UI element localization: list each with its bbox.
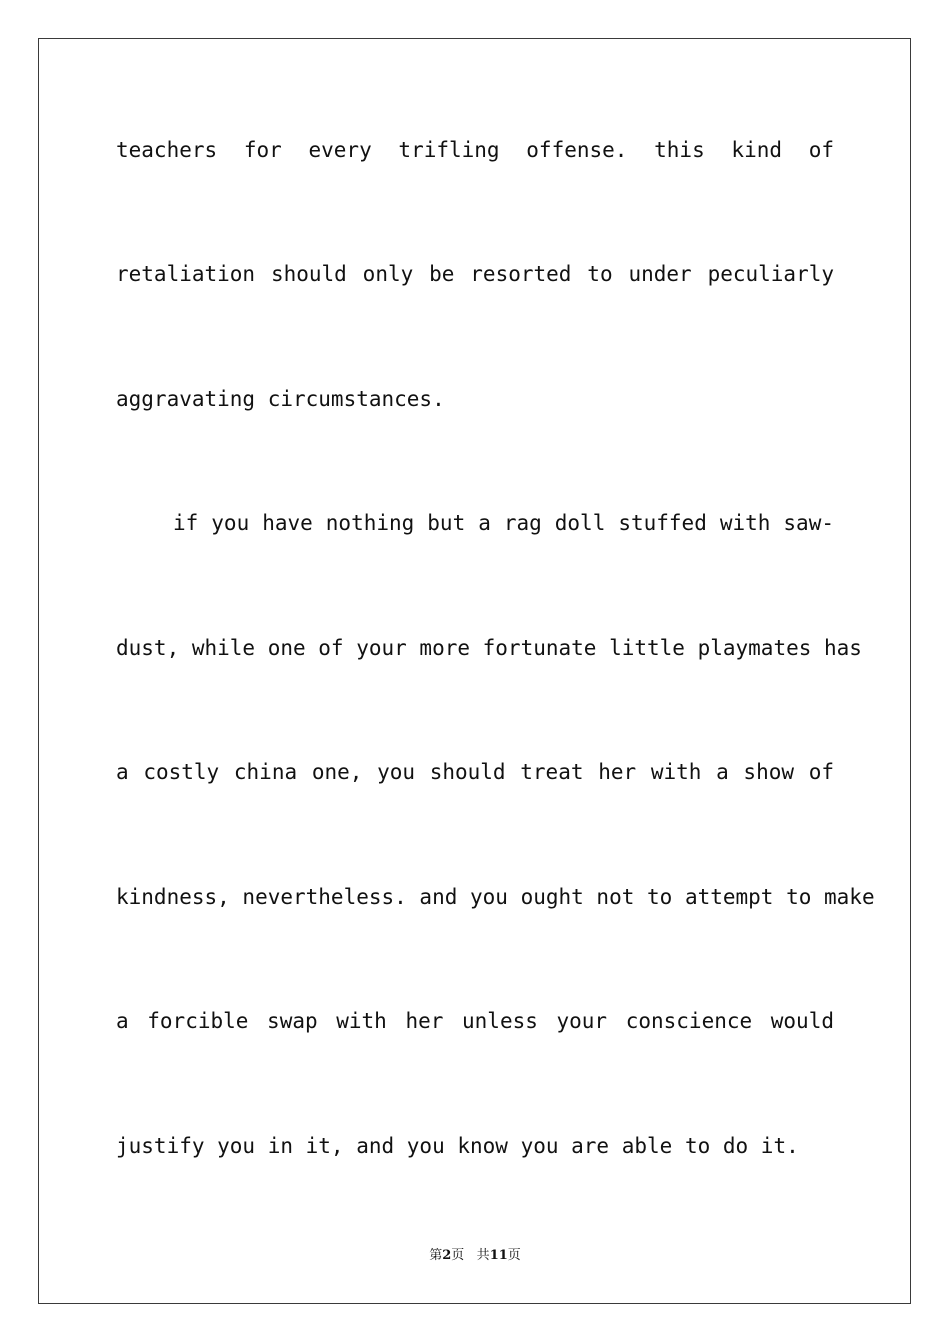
text-line: a costly china one, you should treat her with a show of: [116, 760, 834, 784]
footer-page-number: 2: [442, 1248, 452, 1263]
footer-page-suffix: 页: [451, 1248, 465, 1263]
text-line: a forcible swap with her unless your conscience would: [116, 1009, 834, 1033]
text-line: teachers for every trifling offense. this kind of: [116, 138, 834, 162]
footer-total-prefix: 共: [476, 1248, 490, 1263]
footer-total-suffix: 页: [507, 1248, 521, 1263]
footer-total-pages: 11: [489, 1248, 508, 1263]
text-line: dust, while one of your more fortunate little playmates has: [116, 636, 862, 660]
footer-page-prefix: 第: [429, 1248, 443, 1263]
text-line: kindness, nevertheless. and you ought not to attempt to make: [116, 885, 875, 909]
page-border: [38, 38, 911, 1304]
page-footer: [0, 1248, 950, 1264]
text-line: aggravating circumstances.: [116, 387, 445, 411]
paragraph-first-line: if you have nothing but a rag doll stuffed with saw-: [173, 511, 834, 535]
text-line: justify you in it, and you know you are able to do it.: [116, 1134, 799, 1158]
text-line: retaliation should only be resorted to under peculiarly: [116, 262, 834, 286]
